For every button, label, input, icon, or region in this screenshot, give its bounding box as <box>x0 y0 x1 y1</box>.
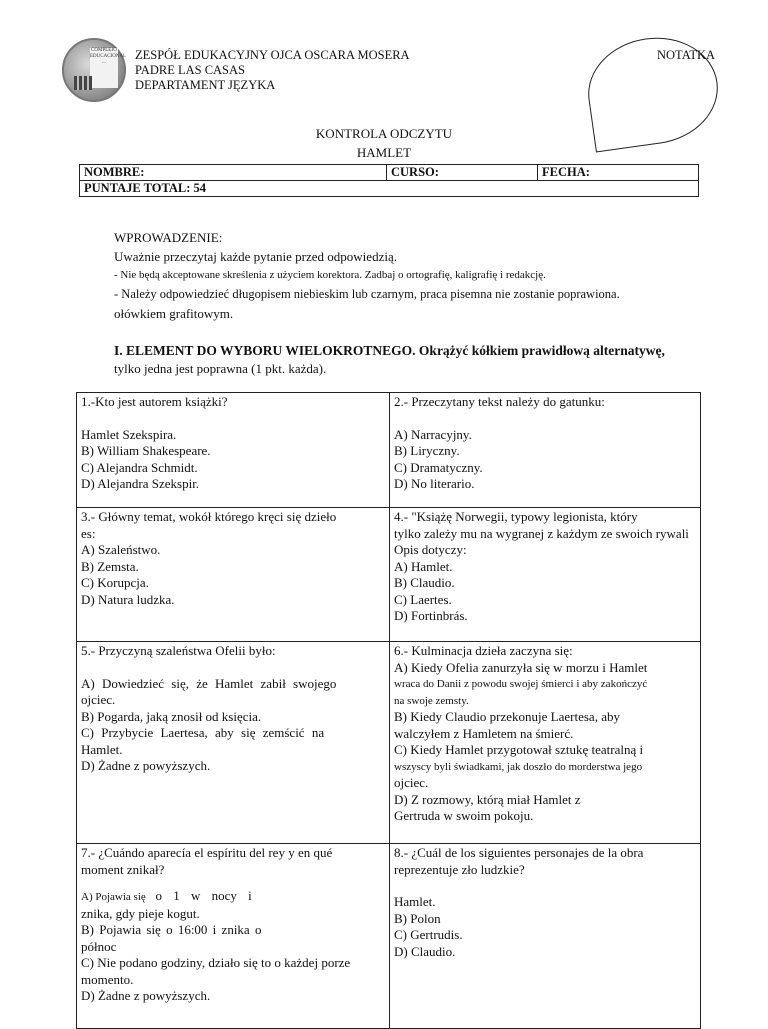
question-2[interactable] <box>390 393 701 508</box>
section-heading <box>114 341 754 378</box>
question-text: es: <box>81 525 96 541</box>
question-text: Opis dotyczy: <box>394 542 467 557</box>
note-label: NOTATKA <box>657 48 716 62</box>
question-1[interactable] <box>77 393 390 508</box>
option[interactable]: ojciec. <box>81 692 116 707</box>
option-continued: wraca do Danii z powodu swojej śmierci i aby zakończyć <box>394 678 648 690</box>
option[interactable]: D) Żadne z powyższych. <box>81 758 211 773</box>
question-text: 6.- Kulminacja dzieła zaczyna się: <box>394 643 573 658</box>
option[interactable]: A) Hamlet. <box>394 558 453 574</box>
option-continued: Gertruda w swoim pokoju. <box>394 808 534 823</box>
option[interactable]: D) Fortinbrás. <box>394 608 468 623</box>
option-continued: znika, gdy pieje kogut. <box>81 905 200 921</box>
section-note: tylko jedna jest poprawna (1 pkt. każda). <box>114 361 327 376</box>
question-6[interactable] <box>390 642 701 844</box>
logo-badge <box>90 48 127 88</box>
school-line: PADRE LAS CASAS <box>135 63 245 77</box>
option-continued: ojciec. <box>394 775 429 790</box>
question-8[interactable] <box>390 844 701 1029</box>
option[interactable]: C) Laertes. <box>394 591 452 607</box>
instructions-heading: WPROWADZENIE: <box>114 230 223 245</box>
option[interactable]: C) Alejandra Schmidt. <box>81 459 198 475</box>
option[interactable]: D) Żadne z powyższych. <box>81 988 211 1003</box>
option-continued: wszyscy byli świadkami, jak doszło do morderstwa jego <box>394 760 643 773</box>
option[interactable]: Hamlet. <box>394 894 436 909</box>
question-text: 4.- "Książę Norwegii, typowy legionista, który <box>394 509 638 524</box>
section-title: I. ELEMENT DO WYBORU WIELOKROTNEGO. Okrążyć kółkiem prawidłową alternatywę, <box>114 343 665 358</box>
option[interactable]: D) No literario. <box>394 476 475 491</box>
option[interactable]: B) Polon <box>394 910 441 926</box>
question-text: 7.- ¿Cuándo aparecía el espíritu del rey y en qué <box>81 845 333 860</box>
question-text: tylko zależy mu na wygranej z każdym ze swoich rywali <box>394 525 689 541</box>
instructions <box>114 228 754 323</box>
question-text: 8.- ¿Cuál de los siguientes personajes de la obra <box>394 845 644 860</box>
instruction-line: ołówkiem grafitowym. <box>114 306 234 321</box>
logo-text: COMPLEJO <box>91 48 117 53</box>
option[interactable]: D) Z rozmowy, którą miał Hamlet z <box>394 791 581 807</box>
question-text: 2.- Przeczytany tekst należy do gatunku: <box>394 394 605 409</box>
name-field[interactable]: NOMBRE: <box>80 165 387 181</box>
date-field[interactable]: FECHA: <box>538 165 699 181</box>
school-name <box>135 48 410 93</box>
logo-building-icon <box>74 76 92 90</box>
logo-text: EDUCACIONAL <box>90 54 127 59</box>
option-label: A) Pojawia się <box>81 891 146 903</box>
student-info-table <box>79 164 699 197</box>
option-continued: na swoje zemsty. <box>394 694 469 707</box>
option[interactable]: D) Natura ludzka. <box>81 591 175 607</box>
option[interactable]: D) Alejandra Szekspir. <box>81 476 200 491</box>
total-score: PUNTAJE TOTAL: 54 <box>80 181 699 197</box>
option[interactable]: C) Dramatyczny. <box>394 459 483 475</box>
option-continued: północ <box>81 938 117 954</box>
option-continued: momento. <box>81 971 134 987</box>
option[interactable]: A) Narracyjny. <box>394 426 472 442</box>
instruction-line: - Należy odpowiedzieć długopisem niebieskim lub czarnym, praca pisemna nie zostanie poprawiona. <box>114 287 620 301</box>
option[interactable]: A) Szaleństwo. <box>81 542 161 557</box>
course-field[interactable]: CURSO: <box>387 165 538 181</box>
question-4[interactable] <box>390 508 701 642</box>
option[interactable]: B) Kiedy Claudio przekonuje Laertesa, aby <box>394 709 620 724</box>
option[interactable]: B) Pogarda, jaką znosił od księcia. <box>81 708 262 724</box>
option[interactable]: Hamlet. <box>81 741 123 757</box>
school-line: ZESPÓŁ EDUKACYJNY OJCA OSCARA MOSERA <box>135 48 410 62</box>
school-line: DEPARTAMENT JĘZYKA <box>135 78 276 92</box>
question-3[interactable] <box>77 508 390 642</box>
instruction-line: Uważnie przeczytaj każde pytanie przed odpowiedzią. <box>114 249 397 264</box>
option[interactable]: C) Kiedy Hamlet przygotował sztukę teatralną i <box>394 742 644 757</box>
option[interactable]: B) Liryczny. <box>394 443 460 458</box>
option[interactable]: A) Dowiedzieć się, że Hamlet zabił swojego <box>81 675 337 691</box>
option[interactable]: D) Claudio. <box>394 943 456 959</box>
option[interactable]: C) Gertrudis. <box>394 927 463 942</box>
option[interactable] <box>81 888 385 906</box>
question-text: reprezentuje zło ludzkie? <box>394 861 525 877</box>
option[interactable]: A) Kiedy Ofelia zanurzyła się w morzu i Hamlet <box>394 659 648 675</box>
option-text: o 1 w nocy i <box>155 888 252 903</box>
option[interactable]: C) Nie podano godziny, działo się to o każdej porze <box>81 955 351 970</box>
option[interactable]: B) Zemsta. <box>81 558 139 574</box>
option[interactable]: B) William Shakespeare. <box>81 443 211 458</box>
option[interactable]: C) Korupcja. <box>81 575 149 590</box>
option[interactable]: B) Pojawia się o 16:00 i znika o <box>81 922 262 937</box>
page-title: KONTROLA ODCZYTU <box>315 126 453 141</box>
question-text: 3.- Główny temat, wokół którego kręci się dzieło <box>81 509 337 524</box>
option[interactable]: B) Claudio. <box>394 575 455 590</box>
option-continued: walczyłem z Hamletem na śmierć. <box>394 725 574 741</box>
question-5[interactable] <box>77 642 390 844</box>
question-text: moment znikał? <box>81 861 165 877</box>
questions-table <box>76 392 701 1029</box>
logo-text: ... <box>102 60 106 65</box>
instruction-line: - Nie będą akceptowane skreślenia z użyciem korektora. Zadbaj o ortografię, kaligrafię i redakcję. <box>114 269 546 281</box>
school-logo <box>62 38 126 102</box>
page-subtitle: HAMLET <box>356 145 412 160</box>
option[interactable]: C) Przybycie Laertesa, aby się zemścić na <box>81 725 325 740</box>
option[interactable]: Hamlet Szekspira. <box>81 426 177 442</box>
question-7[interactable] <box>77 844 390 1029</box>
question-text: 5.- Przyczyną szaleństwa Ofelii było: <box>81 643 276 658</box>
question-text: 1.-Kto jest autorem książki? <box>81 394 228 409</box>
